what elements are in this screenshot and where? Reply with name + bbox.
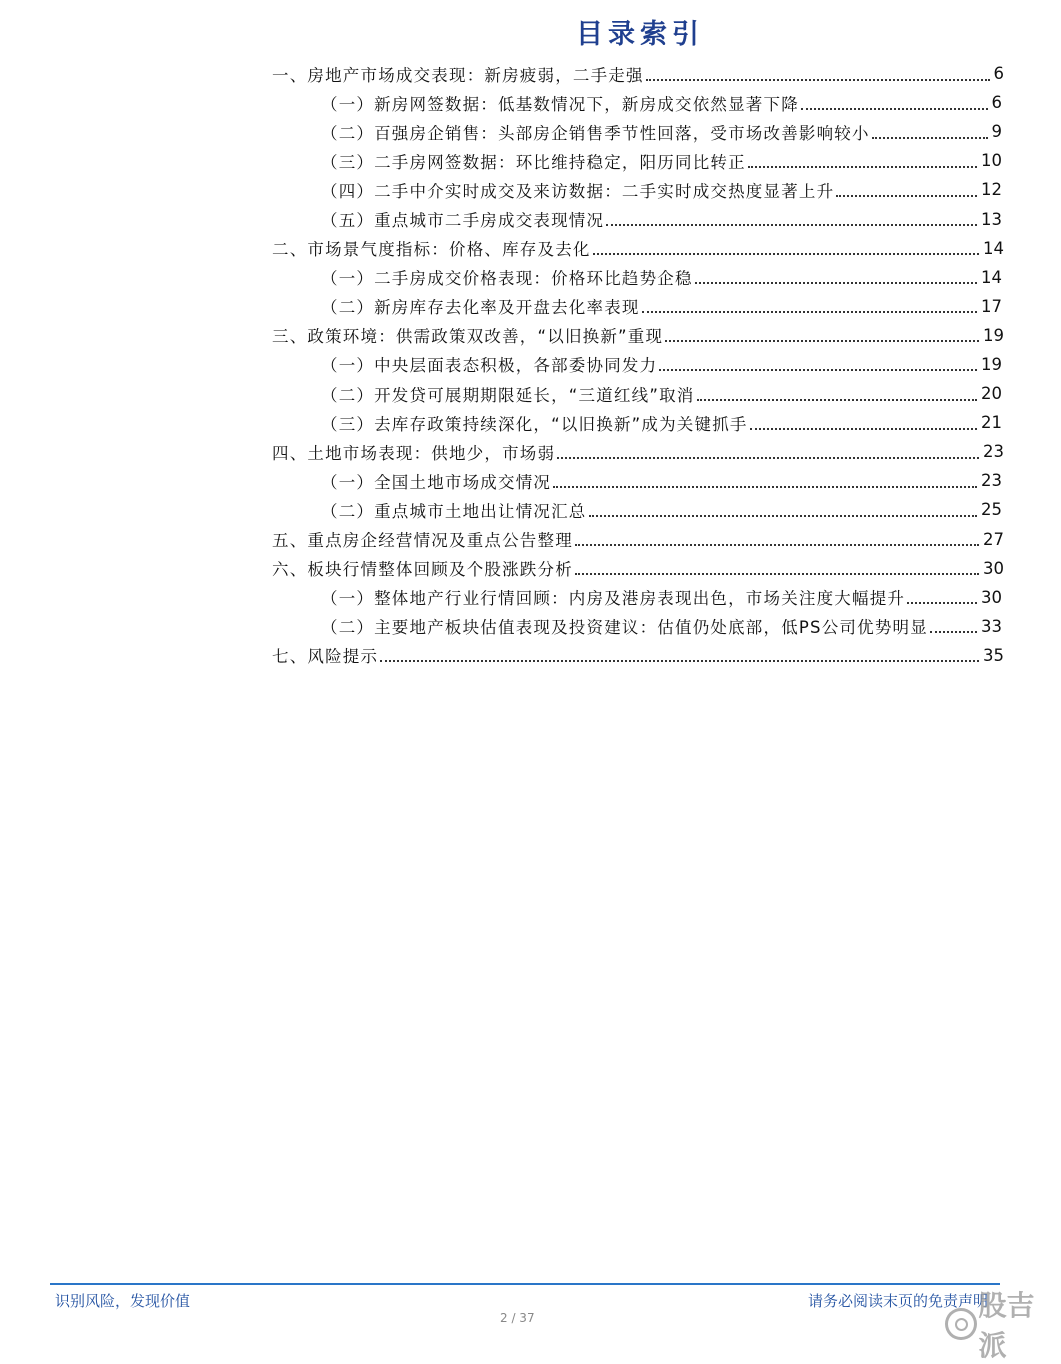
footer-divider <box>50 1283 1000 1285</box>
toc-leader-dots <box>801 90 988 110</box>
footer-disclaimer-note: 请务必阅读末页的免责声明 <box>808 1290 988 1311</box>
toc-section[interactable] <box>0 437 1061 466</box>
toc-subsection[interactable] <box>0 175 1061 204</box>
toc-page-number: 27 <box>981 530 1061 549</box>
toc-leader-dots <box>575 526 979 546</box>
table-of-contents <box>0 59 1061 670</box>
toc-entry-text: （五）重点城市二手房成交表现情况 <box>321 207 604 231</box>
toc-subsection[interactable] <box>0 408 1061 437</box>
toc-entry-text: （四）二手中介实时成交及来访数据：二手实时成交热度显著上升 <box>321 178 834 202</box>
toc-leader-dots <box>665 322 979 342</box>
toc-leader-dots <box>697 381 978 401</box>
toc-leader-dots <box>575 555 979 575</box>
toc-leader-dots <box>907 584 977 604</box>
toc-section[interactable] <box>0 641 1061 670</box>
toc-entry-text: 五、重点房企经营情况及重点公告整理 <box>272 527 573 551</box>
toc-subsection[interactable] <box>0 495 1061 524</box>
toc-page-number: 20 <box>979 384 1061 403</box>
toc-leader-dots <box>836 177 977 197</box>
watermark-logo-icon <box>945 1308 977 1340</box>
toc-subsection[interactable] <box>0 379 1061 408</box>
toc-leader-dots <box>593 235 979 255</box>
toc-leader-dots <box>553 468 977 488</box>
toc-entry-text: （二）百强房企销售：头部房企销售季节性回落，受市场改善影响较小 <box>321 120 870 144</box>
toc-page-number: 19 <box>981 326 1061 345</box>
watermark-text: 股吉派 <box>979 1284 1061 1364</box>
toc-leader-dots <box>748 148 977 168</box>
toc-leader-dots <box>872 119 988 139</box>
toc-entry-text: 三、政策环境：供需政策双改善，“以旧换新”重现 <box>272 323 663 347</box>
toc-subsection[interactable] <box>0 583 1061 612</box>
page-indicator: 2 / 37 <box>500 1311 535 1325</box>
toc-page-number: 9 <box>990 122 1061 141</box>
toc-page-number: 21 <box>979 413 1061 432</box>
toc-page-number: 14 <box>981 239 1061 258</box>
toc-page-number: 14 <box>979 268 1061 287</box>
toc-page-number: 6 <box>992 64 1061 83</box>
toc-leader-dots <box>642 293 977 313</box>
toc-page-number: 17 <box>979 297 1061 316</box>
toc-entry-text: 二、市场景气度指标：价格、库存及去化 <box>272 236 591 260</box>
toc-section[interactable] <box>0 59 1061 88</box>
toc-section[interactable] <box>0 554 1061 583</box>
toc-entry-text: （三）去库存政策持续深化，“以旧换新”成为关键抓手 <box>321 411 748 435</box>
toc-entry-text: （三）二手房网签数据：环比维持稳定，阳历同比转正 <box>321 149 746 173</box>
toc-page-number: 23 <box>981 442 1061 461</box>
toc-subsection[interactable] <box>0 350 1061 379</box>
toc-entry-text: 一、房地产市场成交表现：新房疲弱，二手走强 <box>272 62 644 86</box>
toc-subsection[interactable] <box>0 204 1061 233</box>
toc-entry-text: （一）二手房成交价格表现：价格环比趋势企稳 <box>321 265 693 289</box>
toc-leader-dots <box>589 497 978 517</box>
toc-leader-dots <box>659 351 977 371</box>
toc-page-number: 23 <box>979 471 1061 490</box>
toc-entry-text: （二）新房库存去化率及开盘去化率表现 <box>321 294 640 318</box>
toc-leader-dots <box>646 61 990 81</box>
toc-entry-text: （二）开发贷可展期期限延长，“三道红线”取消 <box>321 382 695 406</box>
toc-page-number: 35 <box>981 646 1061 665</box>
watermark <box>945 1284 1061 1364</box>
toc-subsection[interactable] <box>0 466 1061 495</box>
toc-leader-dots <box>380 642 979 662</box>
toc-entry-text: （二）主要地产板块估值表现及投资建议：估值仍处底部，低PS公司优势明显 <box>321 614 928 638</box>
toc-subsection[interactable] <box>0 117 1061 146</box>
toc-section[interactable] <box>0 525 1061 554</box>
toc-page-number: 30 <box>979 588 1061 607</box>
toc-page-number: 33 <box>979 617 1061 636</box>
toc-subsection[interactable] <box>0 612 1061 641</box>
toc-entry-text: 七、风险提示 <box>272 643 378 667</box>
page-title: 目录索引 <box>560 12 720 51</box>
footer-slogan: 识别风险，发现价值 <box>55 1290 190 1311</box>
toc-page-number: 30 <box>981 559 1061 578</box>
toc-entry-text: （一）整体地产行业行情回顾：内房及港房表现出色，市场关注度大幅提升 <box>321 585 905 609</box>
toc-entry-text: （二）重点城市土地出让情况汇总 <box>321 498 587 522</box>
toc-page-number: 25 <box>979 500 1061 519</box>
toc-leader-dots <box>695 264 977 284</box>
toc-leader-dots <box>606 206 977 226</box>
toc-entry-text: （一）全国土地市场成交情况 <box>321 469 551 493</box>
toc-entry-text: （一）中央层面表态积极，各部委协同发力 <box>321 352 657 376</box>
toc-leader-dots <box>557 439 979 459</box>
toc-subsection[interactable] <box>0 263 1061 292</box>
toc-entry-text: 六、板块行情整体回顾及个股涨跌分析 <box>272 556 573 580</box>
toc-section[interactable] <box>0 321 1061 350</box>
toc-entry-text: 四、土地市场表现：供地少，市场弱 <box>272 440 555 464</box>
toc-page-number: 6 <box>990 93 1061 112</box>
toc-page-number: 13 <box>979 210 1061 229</box>
toc-page-number: 12 <box>979 180 1061 199</box>
toc-section[interactable] <box>0 234 1061 263</box>
toc-subsection[interactable] <box>0 146 1061 175</box>
toc-leader-dots <box>930 613 977 633</box>
toc-page-number: 10 <box>979 151 1061 170</box>
toc-subsection[interactable] <box>0 292 1061 321</box>
toc-page-number: 19 <box>979 355 1061 374</box>
toc-subsection[interactable] <box>0 88 1061 117</box>
toc-entry-text: （一）新房网签数据：低基数情况下，新房成交依然显著下降 <box>321 91 799 115</box>
toc-leader-dots <box>750 410 977 430</box>
